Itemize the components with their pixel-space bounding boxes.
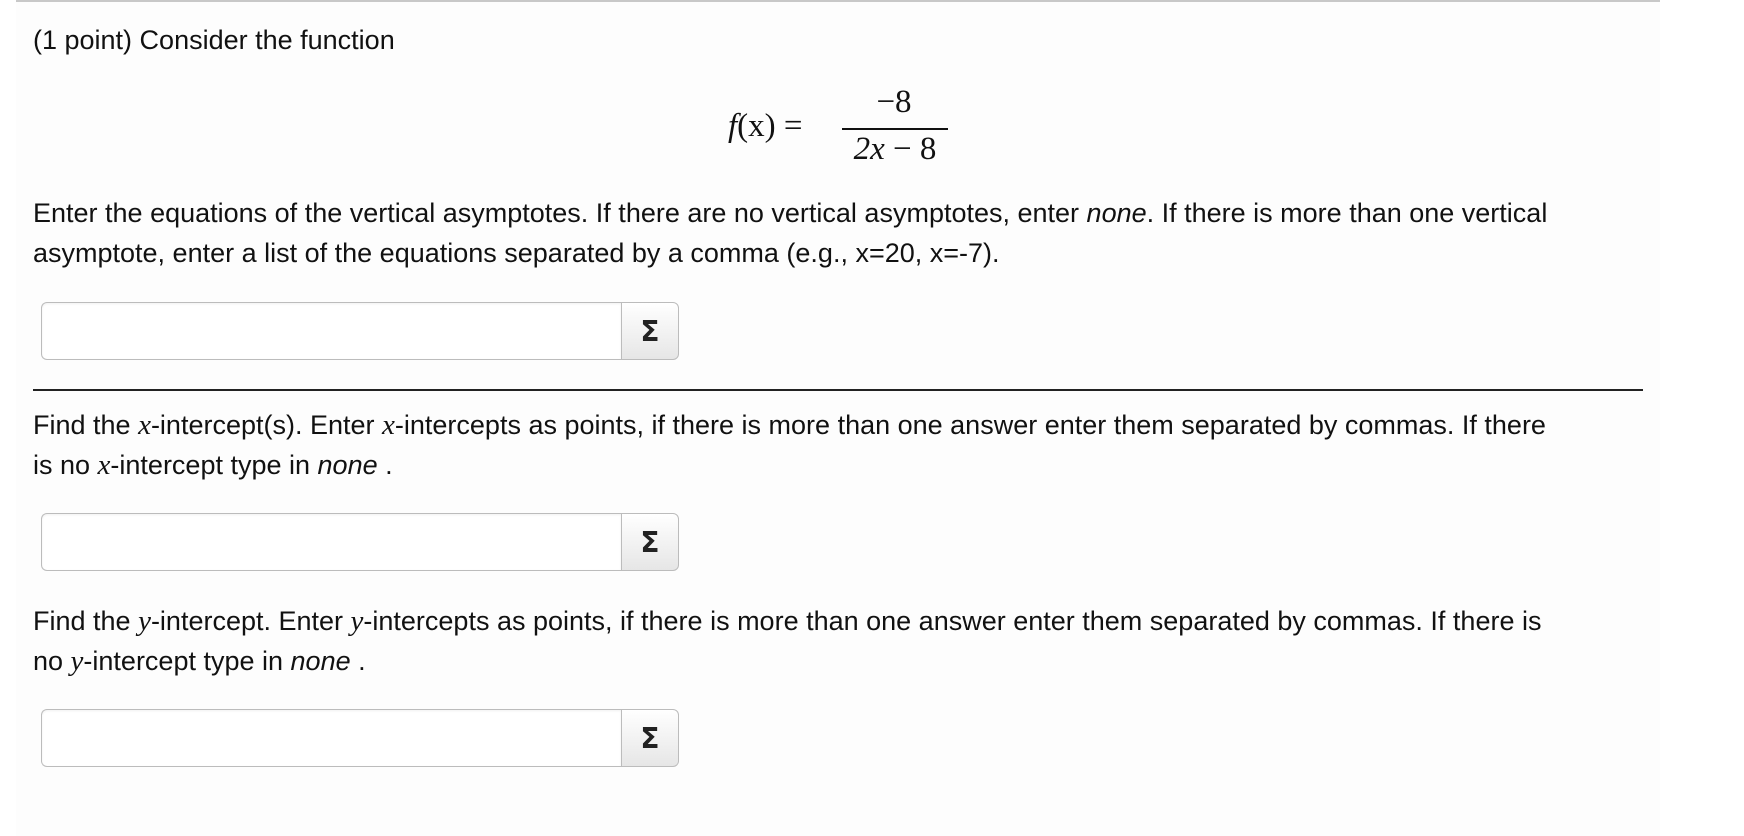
q2-instructions-line1: Find the x-intercept(s). Enter x-intercepts as points, if there is more than one answer enter them separated by commas. If there bbox=[33, 409, 1546, 441]
y-intercepts-input[interactable] bbox=[41, 709, 621, 767]
q3-instructions-line1: Find the y-intercept. Enter y-intercepts as points, if there is more than one answer enter them separated by commas. If there is bbox=[33, 605, 1542, 637]
equation-editor-button[interactable]: Σ bbox=[621, 709, 679, 767]
section-divider bbox=[33, 389, 1643, 391]
q1-instructions-line1: Enter the equations of the vertical asymptotes. If there are no vertical asymptotes, enter none. If there is more than one vertical bbox=[33, 198, 1548, 228]
fraction-bar bbox=[842, 128, 948, 130]
q1-instructions-line2: asymptote, enter a list of the equations separated by a comma (e.g., x=20, x=-7). bbox=[33, 238, 1000, 268]
formula-numerator: −8 bbox=[876, 84, 912, 120]
equation-editor-button[interactable]: Σ bbox=[621, 302, 679, 360]
problem-intro: (1 point) Consider the function bbox=[33, 25, 395, 55]
formula-lhs: f(x) = bbox=[728, 108, 803, 144]
vertical-asymptotes-input[interactable] bbox=[41, 302, 621, 360]
function-formula bbox=[716, 80, 976, 176]
q3-answer-group bbox=[41, 709, 679, 767]
q1-answer-group bbox=[41, 302, 679, 360]
x-intercepts-input[interactable] bbox=[41, 513, 621, 571]
q3-instructions-line2: no y-intercept type in none . bbox=[33, 645, 366, 677]
q2-answer-group bbox=[41, 513, 679, 571]
equation-editor-button[interactable]: Σ bbox=[621, 513, 679, 571]
formula-denominator: 2x − 8 bbox=[853, 131, 937, 167]
q2-instructions-line2: is no x-intercept type in none . bbox=[33, 449, 393, 481]
